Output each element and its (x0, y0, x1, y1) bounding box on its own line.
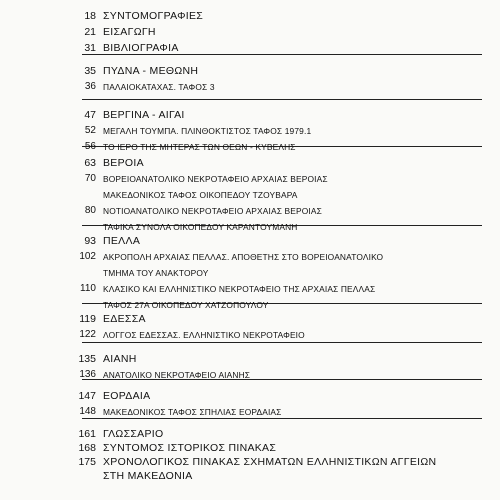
toc-entry-title: ΕΙΣΑΓΩΓΗ (103, 26, 156, 38)
toc-page-number: 122 (79, 329, 96, 340)
toc-entry (0, 388, 500, 404)
toc-entry (0, 8, 500, 24)
toc-section (0, 155, 500, 235)
toc-entry (0, 404, 500, 420)
toc-page-number: 136 (79, 369, 96, 380)
toc-entry (0, 351, 500, 367)
toc-entry-title: ΓΛΩΣΣΑΡΙΟ (103, 428, 164, 440)
toc-entry-title: ΠΥΔΝΑ - ΜΕΘΩΝΗ (103, 65, 199, 77)
toc-section (0, 351, 500, 383)
toc-entry (0, 139, 500, 155)
toc-entry-title: ΒΕΡΓΙΝΑ - ΑΙΓΑΙ (103, 109, 185, 121)
toc-entry (0, 249, 500, 265)
toc-page-number: 148 (79, 406, 96, 417)
toc-entry (0, 427, 500, 441)
toc-entry (0, 327, 500, 343)
toc-entry (0, 469, 500, 483)
toc-entry (0, 187, 500, 203)
toc-entry-title: ΕΔΕΣΣΑ (103, 313, 146, 325)
toc-page-number: 70 (84, 173, 96, 184)
toc-section (0, 388, 500, 420)
toc-entry-title: ΧΡΟΝΟΛΟΓΙΚΟΣ ΠΙΝΑΚΑΣ ΣΧΗΜΑΤΩΝ ΕΛΛΗΝΙΣΤΙΚΩΝ ΑΓΓΕΙΩΝ (103, 456, 437, 468)
toc-section (0, 427, 500, 483)
toc-page-number: 31 (84, 42, 96, 54)
toc-page-number: 63 (84, 157, 96, 169)
toc-page-number: 35 (84, 65, 96, 77)
toc-page-number: 119 (79, 313, 96, 325)
section-divider (82, 99, 482, 100)
toc-entry (0, 281, 500, 297)
toc-entry-title: ΜΕΓΑΛΗ ΤΟΥΜΠΑ. ΠΛΙΝΘΟΚΤΙΣΤΟΣ ΤΑΦΟΣ 1979.1 (103, 126, 312, 136)
toc-entry-title: ΤΑΦΟΣ 27Α ΟΙΚΟΠΕΔΟΥ ΧΑΤΖΟΠΟΥΛΟΥ (103, 300, 269, 310)
toc-page-number: 47 (84, 109, 96, 121)
toc-entry-title: ΛΟΓΓΟΣ ΕΔΕΣΣΑΣ. ΕΛΛΗΝΙΣΤΙΚΟ ΝΕΚΡΟΤΑΦΕΙΟ (103, 330, 305, 340)
toc-entry (0, 24, 500, 40)
toc-section (0, 311, 500, 343)
toc-entry-title: ΣΥΝΤΟΜΟΓΡΑΦΙΕΣ (103, 10, 204, 22)
toc-entry-title: ΑΚΡΟΠΟΛΗ ΑΡΧΑΙΑΣ ΠΕΛΛΑΣ. ΑΠΟΘΕΤΗΣ ΣΤΟ ΒΟΡΕΙΟΑΝΑΤΟΛΙΚΟ (103, 252, 384, 262)
toc-entry (0, 265, 500, 281)
toc-entry-title: ΚΛΑΣΙΚΟ ΚΑΙ ΕΛΛΗΝΙΣΤΙΚΟ ΝΕΚΡΟΤΑΦΕΙΟ ΤΗΣ ΑΡΧΑΙΑΣ ΠΕΛΛΑΣ (103, 284, 376, 294)
toc-entry-title: ΤΜΗΜΑ ΤΟΥ ΑΝΑΚΤΟΡΟΥ (103, 268, 209, 278)
toc-page-number: 135 (78, 353, 96, 365)
toc-entry (0, 40, 500, 56)
toc-page-number: 21 (84, 26, 96, 38)
toc-entry-title: ΒΟΡΕΙΟΑΝΑΤΟΛΙΚΟ ΝΕΚΡΟΤΑΦΕΙΟ ΑΡΧΑΙΑΣ ΒΕΡΟΙΑΣ (103, 174, 328, 184)
toc-entry-title: ΒΙΒΛΙΟΓΡΑΦΙΑ (103, 42, 179, 54)
toc-entry-title: ΠΕΛΛΑ (103, 235, 141, 247)
toc-section (0, 107, 500, 155)
toc-entry-title: ΑΙΑΝΗ (103, 353, 137, 365)
toc-page-number: 93 (84, 235, 96, 247)
toc-entry (0, 441, 500, 455)
toc-entry-title: ΝΟΤΙΟΑΝΑΤΟΛΙΚΟ ΝΕΚΡΟΤΑΦΕΙΟ ΑΡΧΑΙΑΣ ΒΕΡΟΙΑΣ (103, 206, 322, 216)
toc-entry (0, 155, 500, 171)
toc-entry (0, 233, 500, 249)
toc-section (0, 8, 500, 56)
toc-page-number: 80 (84, 205, 96, 216)
toc-entry (0, 123, 500, 139)
toc-entry (0, 171, 500, 187)
toc-entry-title: ΤΟ ΙΕΡΟ ΤΗΣ ΜΗΤΕΡΑΣ ΤΩΝ ΘΕΩΝ - ΚΥΒΕΛΗΣ (103, 142, 296, 152)
toc-entry-title: ΜΑΚΕΔΟΝΙΚΟΣ ΤΑΦΟΣ ΣΠΗΛΙΑΣ ΕΟΡΔΑΙΑΣ (103, 407, 282, 417)
toc-entry-title: ΒΕΡΟΙΑ (103, 157, 144, 169)
toc-entry-title: ΣΥΝΤΟΜΟΣ ΙΣΤΟΡΙΚΟΣ ΠΙΝΑΚΑΣ (103, 442, 277, 454)
toc-entry (0, 107, 500, 123)
toc-entry-title: ΕΟΡΔΑΙΑ (103, 390, 151, 402)
toc-entry-title: ΑΝΑΤΟΛΙΚΟ ΝΕΚΡΟΤΑΦΕΙΟ ΑΙΑΝΗΣ (103, 370, 251, 380)
toc-page-number: 161 (78, 428, 96, 440)
toc-page-number: 36 (84, 81, 96, 92)
toc-page-number: 168 (78, 442, 96, 454)
toc-entry (0, 455, 500, 469)
toc-entry (0, 367, 500, 383)
toc-entry-title: ΣΤΗ ΜΑΚΕΔΟΝΙΑ (103, 470, 193, 482)
toc-entry-title: ΜΑΚΕΔΟΝΙΚΟΣ ΤΑΦΟΣ ΟΙΚΟΠΕΔΟΥ ΤΖΟΥΒΑΡΑ (103, 190, 298, 200)
toc-page-number: 102 (79, 251, 96, 262)
toc-page-number: 52 (84, 125, 96, 136)
toc-entry (0, 79, 500, 95)
toc-entry-title: ΠΑΛΑΙΟΚΑΤΑΧΑΣ. ΤΑΦΟΣ 3 (103, 82, 215, 92)
toc-page-number: 110 (80, 283, 96, 294)
toc-section (0, 233, 500, 313)
toc-entry-title: ΤΑΦΙΚΑ ΣΥΝΟΛΑ ΟΙΚΟΠΕΔΟΥ ΚΑΡΑΝΤΟΥΜΑΝΗ (103, 222, 298, 232)
toc-entry (0, 63, 500, 79)
toc-entry (0, 203, 500, 219)
toc-entry (0, 311, 500, 327)
toc-page-number: 56 (84, 141, 96, 152)
toc-page-number: 147 (78, 390, 96, 402)
toc-page-number: 18 (84, 10, 96, 22)
toc-page-number: 175 (78, 456, 96, 468)
toc-section (0, 63, 500, 95)
